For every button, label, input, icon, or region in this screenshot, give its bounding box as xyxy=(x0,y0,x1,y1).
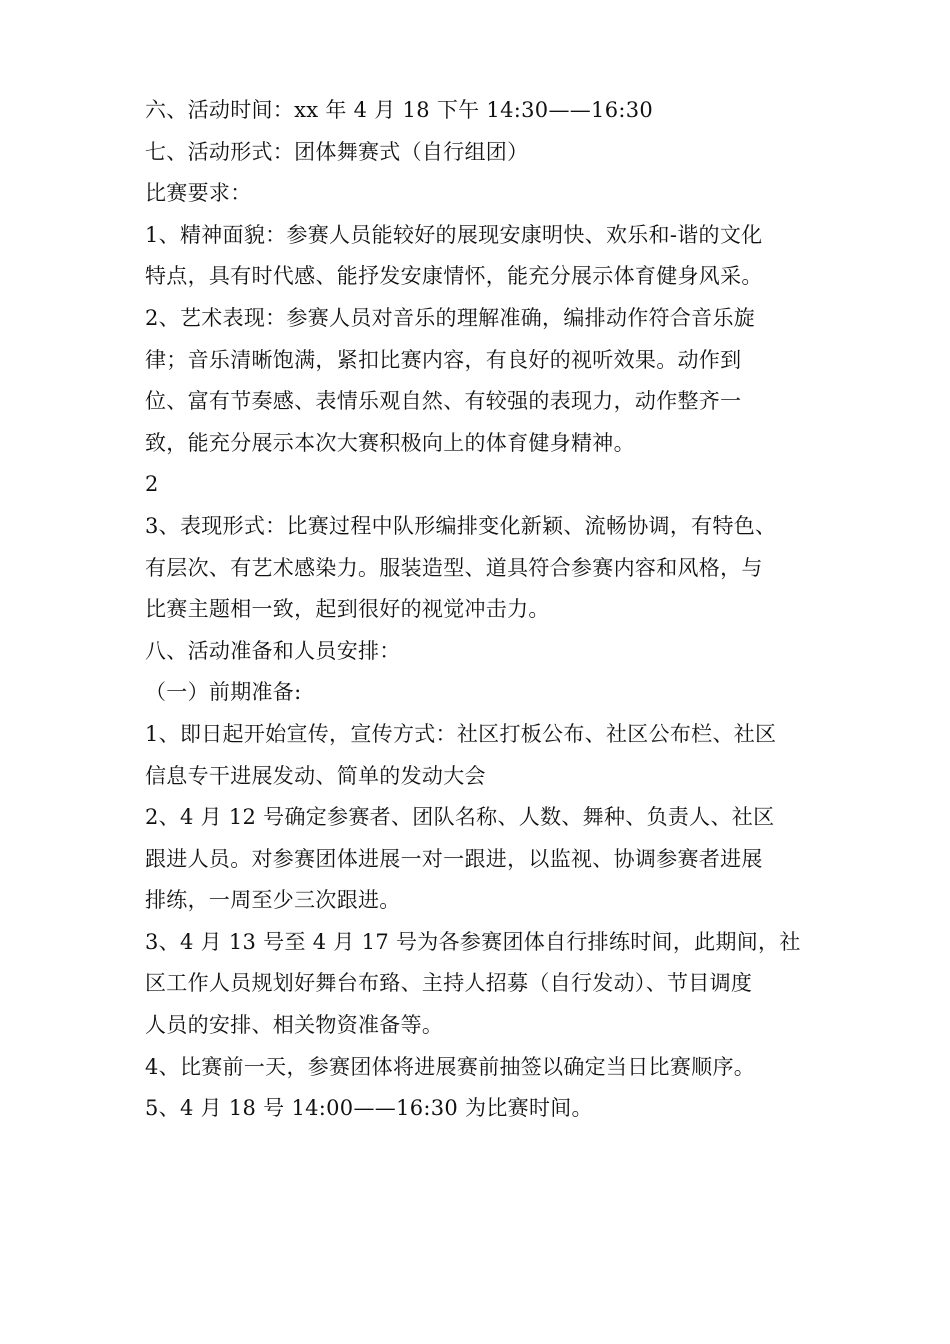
text-line-subsection-heading: （一）前期准备: xyxy=(145,680,302,705)
text-line: 排练，一周至少三次跟进。 xyxy=(145,888,401,913)
text-line-section-heading: 八、活动准备和人员安排： xyxy=(145,638,401,663)
text-line: 4、比赛前一天，参赛团体将进展赛前抽签以确定当日比赛顺序。 xyxy=(145,1054,756,1079)
page-number: 2 xyxy=(145,472,159,497)
text-line: 致，能充分展示本次大赛积极向上的体育健身精神。 xyxy=(145,430,635,455)
text-line: 3、4 月 13 号至 4 月 17 号为各参赛团体自行排练时间，此期间，社 xyxy=(145,929,801,954)
document-body xyxy=(145,90,825,1130)
text-line: 1、即日起开始宣传，宣传方式：社区打板公布、社区公布栏、社区 xyxy=(145,721,777,746)
text-line: 5、4 月 18 号 14:00——16:30 为比赛时间。 xyxy=(145,1096,593,1121)
text-line: 比赛主题相一致，起到很好的视觉冲击力。 xyxy=(145,597,550,622)
text-line: 区工作人员规划好舞台布臵、主持人招募（自行发动）、节目调度 xyxy=(145,971,753,996)
text-line: 位、富有节奏感、表情乐观自然、有较强的表现力，动作整齐一 xyxy=(145,389,742,414)
text-line: 1、精神面貌：参赛人员能较好的展现安康明快、欢乐和-谐的文化 xyxy=(145,222,763,247)
text-line: 有层次、有艺术感染力。服装造型、道具符合参赛内容和风格，与 xyxy=(145,555,763,580)
text-line: 特点，具有时代感、能抒发安康情怀，能充分展示体育健身风采。 xyxy=(145,264,763,289)
text-line: 跟进人员。对参赛团体进展一对一跟进，以监视、协调参赛者进展 xyxy=(145,846,763,871)
text-line: 律；音乐清晰饱满，紧扣比赛内容，有良好的视听效果。动作到 xyxy=(145,347,742,372)
text-line: 人员的安排、相关物资准备等。 xyxy=(145,1013,444,1038)
text-line: 2、艺术表现：参赛人员对音乐的理解准确，编排动作符合音乐旋 xyxy=(145,305,756,330)
text-line-activity-form: 七、活动形式：团体舞赛式（自行组团） xyxy=(145,139,529,164)
text-line-requirements-heading: 比赛要求： xyxy=(145,181,252,206)
text-line: 信息专干进展发动、简单的发动大会 xyxy=(145,763,486,788)
text-line-activity-time: 六、活动时间：xx 年 4 月 18 下午 14:30——16:30 xyxy=(145,98,654,122)
text-line: 2、4 月 12 号确定参赛者、团队名称、人数、舞种、负责人、社区 xyxy=(145,805,775,830)
text-line: 3、表现形式：比赛过程中队形编排变化新颖、流畅协调，有特色、 xyxy=(145,513,777,538)
